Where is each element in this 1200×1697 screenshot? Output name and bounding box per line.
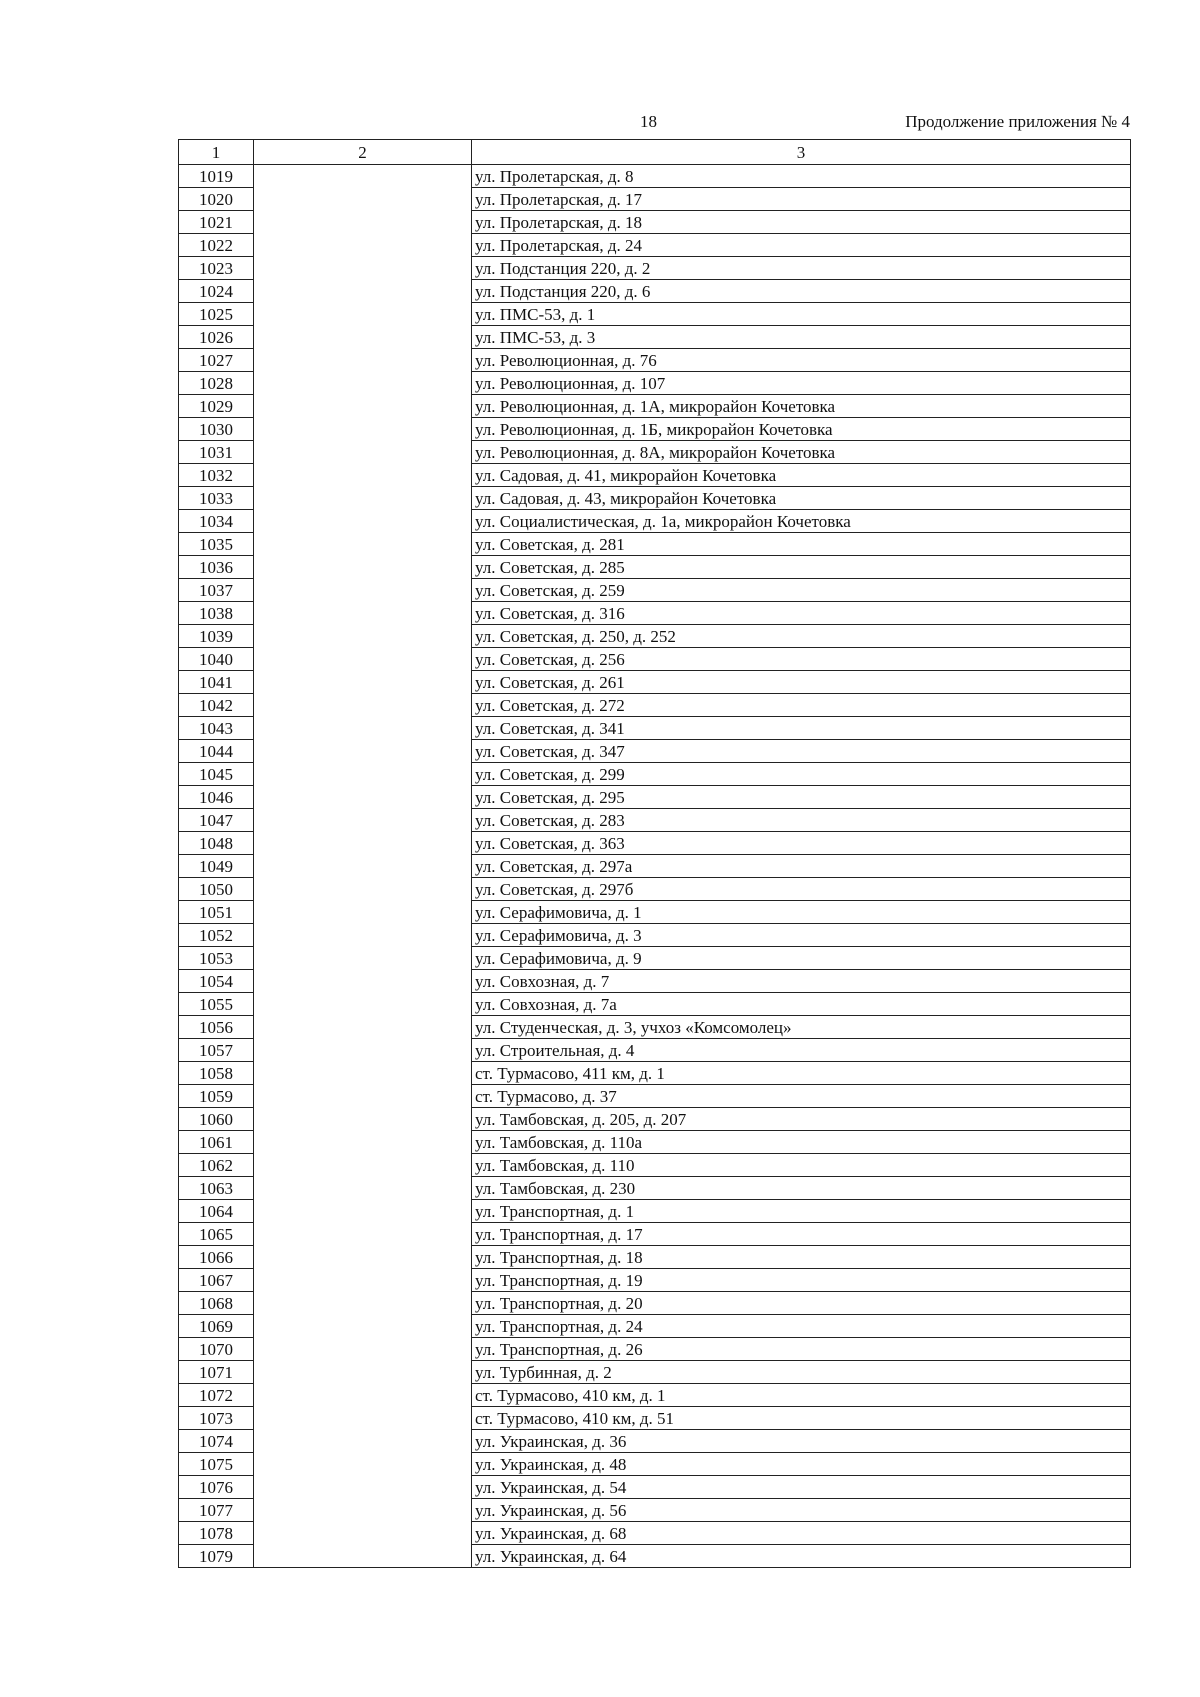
address-cell: ул. Тамбовская, д. 230 <box>472 1177 1131 1200</box>
address-cell: ул. Советская, д. 297а <box>472 855 1131 878</box>
row-number-cell: 1027 <box>179 349 254 372</box>
table-header-row <box>179 140 1131 165</box>
row-number-cell: 1044 <box>179 740 254 763</box>
row-number-cell: 1062 <box>179 1154 254 1177</box>
row-number-cell: 1074 <box>179 1430 254 1453</box>
address-cell: ул. Советская, д. 261 <box>472 671 1131 694</box>
address-cell: ул. Серафимовича, д. 1 <box>472 901 1131 924</box>
row-number-cell: 1046 <box>179 786 254 809</box>
address-cell: ул. Советская, д. 316 <box>472 602 1131 625</box>
row-number-cell: 1032 <box>179 464 254 487</box>
row-number-cell: 1078 <box>179 1522 254 1545</box>
row-number-cell: 1050 <box>179 878 254 901</box>
address-cell: ул. Серафимовича, д. 9 <box>472 947 1131 970</box>
address-cell: ул. Украинская, д. 64 <box>472 1545 1131 1568</box>
address-cell: ул. Советская, д. 283 <box>472 809 1131 832</box>
address-cell: ул. Тамбовская, д. 205, д. 207 <box>472 1108 1131 1131</box>
row-number-cell: 1045 <box>179 763 254 786</box>
row-number-cell: 1065 <box>179 1223 254 1246</box>
row-number-cell: 1076 <box>179 1476 254 1499</box>
row-number-cell: 1075 <box>179 1453 254 1476</box>
row-number-cell: 1064 <box>179 1200 254 1223</box>
address-cell: ул. Совхозная, д. 7 <box>472 970 1131 993</box>
row-number-cell: 1069 <box>179 1315 254 1338</box>
address-cell: ул. Пролетарская, д. 18 <box>472 211 1131 234</box>
row-number-cell: 1067 <box>179 1269 254 1292</box>
address-cell: ул. Пролетарская, д. 8 <box>472 165 1131 188</box>
address-cell: ул. Транспортная, д. 20 <box>472 1292 1131 1315</box>
row-number-cell: 1077 <box>179 1499 254 1522</box>
address-cell: ул. Подстанция 220, д. 2 <box>472 257 1131 280</box>
address-cell: ул. Советская, д. 272 <box>472 694 1131 717</box>
address-cell: ул. Советская, д. 259 <box>472 579 1131 602</box>
column-header-3: 3 <box>472 140 1131 165</box>
row-number-cell: 1033 <box>179 487 254 510</box>
row-number-cell: 1035 <box>179 533 254 556</box>
row-number-cell: 1029 <box>179 395 254 418</box>
row-number-cell: 1048 <box>179 832 254 855</box>
address-cell: ул. Студенческая, д. 3, учхоз «Комсомолец» <box>472 1016 1131 1039</box>
row-number-cell: 1070 <box>179 1338 254 1361</box>
address-cell: ул. Советская, д. 285 <box>472 556 1131 579</box>
address-cell: ул. Советская, д. 347 <box>472 740 1131 763</box>
address-cell: ул. Революционная, д. 1Б, микрорайон Кочетовка <box>472 418 1131 441</box>
table-row <box>179 165 1131 188</box>
row-number-cell: 1063 <box>179 1177 254 1200</box>
address-cell: ул. Социалистическая, д. 1а, микрорайон Кочетовка <box>472 510 1131 533</box>
address-cell: ул. Советская, д. 295 <box>472 786 1131 809</box>
address-cell: ул. Украинская, д. 56 <box>472 1499 1131 1522</box>
address-cell: ул. Транспортная, д. 1 <box>472 1200 1131 1223</box>
page-number: 18 <box>640 112 657 131</box>
row-number-cell: 1049 <box>179 855 254 878</box>
row-number-cell: 1025 <box>179 303 254 326</box>
address-cell: ст. Турмасово, д. 37 <box>472 1085 1131 1108</box>
row-number-cell: 1068 <box>179 1292 254 1315</box>
row-number-cell: 1037 <box>179 579 254 602</box>
address-cell: ул. Украинская, д. 48 <box>472 1453 1131 1476</box>
row-number-cell: 1041 <box>179 671 254 694</box>
address-cell: ст. Турмасово, 410 км, д. 51 <box>472 1407 1131 1430</box>
address-cell: ул. Советская, д. 363 <box>472 832 1131 855</box>
column-header-1: 1 <box>179 140 254 165</box>
row-number-cell: 1059 <box>179 1085 254 1108</box>
address-cell: ул. Транспортная, д. 18 <box>472 1246 1131 1269</box>
row-number-cell: 1066 <box>179 1246 254 1269</box>
address-cell: ул. Украинская, д. 54 <box>472 1476 1131 1499</box>
address-cell: ул. Революционная, д. 8А, микрорайон Кочетовка <box>472 441 1131 464</box>
address-cell: ул. Садовая, д. 43, микрорайон Кочетовка <box>472 487 1131 510</box>
address-cell: ул. ПМС-53, д. 3 <box>472 326 1131 349</box>
row-number-cell: 1030 <box>179 418 254 441</box>
row-number-cell: 1058 <box>179 1062 254 1085</box>
address-cell: ул. Подстанция 220, д. 6 <box>472 280 1131 303</box>
address-cell: ул. Серафимовича, д. 3 <box>472 924 1131 947</box>
row-number-cell: 1021 <box>179 211 254 234</box>
row-number-cell: 1061 <box>179 1131 254 1154</box>
address-cell: ул. Садовая, д. 41, микрорайон Кочетовка <box>472 464 1131 487</box>
row-number-cell: 1079 <box>179 1545 254 1568</box>
address-cell: ул. Транспортная, д. 17 <box>472 1223 1131 1246</box>
row-number-cell: 1019 <box>179 165 254 188</box>
address-cell: ул. Украинская, д. 68 <box>472 1522 1131 1545</box>
row-number-cell: 1043 <box>179 717 254 740</box>
row-number-cell: 1057 <box>179 1039 254 1062</box>
row-number-cell: 1038 <box>179 602 254 625</box>
address-cell: ул. Советская, д. 256 <box>472 648 1131 671</box>
address-cell: ул. Турбинная, д. 2 <box>472 1361 1131 1384</box>
row-number-cell: 1073 <box>179 1407 254 1430</box>
column-2-empty-cell <box>254 165 472 1568</box>
row-number-cell: 1023 <box>179 257 254 280</box>
row-number-cell: 1052 <box>179 924 254 947</box>
address-cell: ул. Революционная, д. 76 <box>472 349 1131 372</box>
address-cell: ст. Турмасово, 410 км, д. 1 <box>472 1384 1131 1407</box>
address-cell: ул. Пролетарская, д. 24 <box>472 234 1131 257</box>
row-number-cell: 1031 <box>179 441 254 464</box>
row-number-cell: 1055 <box>179 993 254 1016</box>
address-cell: ул. Советская, д. 299 <box>472 763 1131 786</box>
address-cell: ул. Транспортная, д. 26 <box>472 1338 1131 1361</box>
row-number-cell: 1071 <box>179 1361 254 1384</box>
row-number-cell: 1026 <box>179 326 254 349</box>
address-cell: ул. Революционная, д. 1А, микрорайон Кочетовка <box>472 395 1131 418</box>
row-number-cell: 1047 <box>179 809 254 832</box>
address-cell: ул. Тамбовская, д. 110а <box>472 1131 1131 1154</box>
row-number-cell: 1042 <box>179 694 254 717</box>
row-number-cell: 1051 <box>179 901 254 924</box>
address-cell: ул. Советская, д. 281 <box>472 533 1131 556</box>
row-number-cell: 1028 <box>179 372 254 395</box>
address-cell: ул. Пролетарская, д. 17 <box>472 188 1131 211</box>
address-cell: ул. Украинская, д. 36 <box>472 1430 1131 1453</box>
row-number-cell: 1072 <box>179 1384 254 1407</box>
address-cell: ул. Советская, д. 250, д. 252 <box>472 625 1131 648</box>
address-register-table <box>178 139 1131 1568</box>
address-cell: ул. Транспортная, д. 24 <box>472 1315 1131 1338</box>
address-cell: ул. Советская, д. 297б <box>472 878 1131 901</box>
address-cell: ул. Транспортная, д. 19 <box>472 1269 1131 1292</box>
row-number-cell: 1060 <box>179 1108 254 1131</box>
address-cell: ул. Советская, д. 341 <box>472 717 1131 740</box>
row-number-cell: 1039 <box>179 625 254 648</box>
row-number-cell: 1054 <box>179 970 254 993</box>
row-number-cell: 1053 <box>179 947 254 970</box>
address-cell: ул. Строительная, д. 4 <box>472 1039 1131 1062</box>
address-cell: ул. Революционная, д. 107 <box>472 372 1131 395</box>
row-number-cell: 1020 <box>179 188 254 211</box>
row-number-cell: 1056 <box>179 1016 254 1039</box>
appendix-continuation-label: Продолжение приложения № 4 <box>905 112 1130 131</box>
row-number-cell: 1022 <box>179 234 254 257</box>
row-number-cell: 1034 <box>179 510 254 533</box>
address-cell: ул. Совхозная, д. 7а <box>472 993 1131 1016</box>
address-cell: ст. Турмасово, 411 км, д. 1 <box>472 1062 1131 1085</box>
row-number-cell: 1036 <box>179 556 254 579</box>
address-cell: ул. ПМС-53, д. 1 <box>472 303 1131 326</box>
column-header-2: 2 <box>254 140 472 165</box>
row-number-cell: 1040 <box>179 648 254 671</box>
table-body <box>179 165 1131 1568</box>
row-number-cell: 1024 <box>179 280 254 303</box>
address-cell: ул. Тамбовская, д. 110 <box>472 1154 1131 1177</box>
